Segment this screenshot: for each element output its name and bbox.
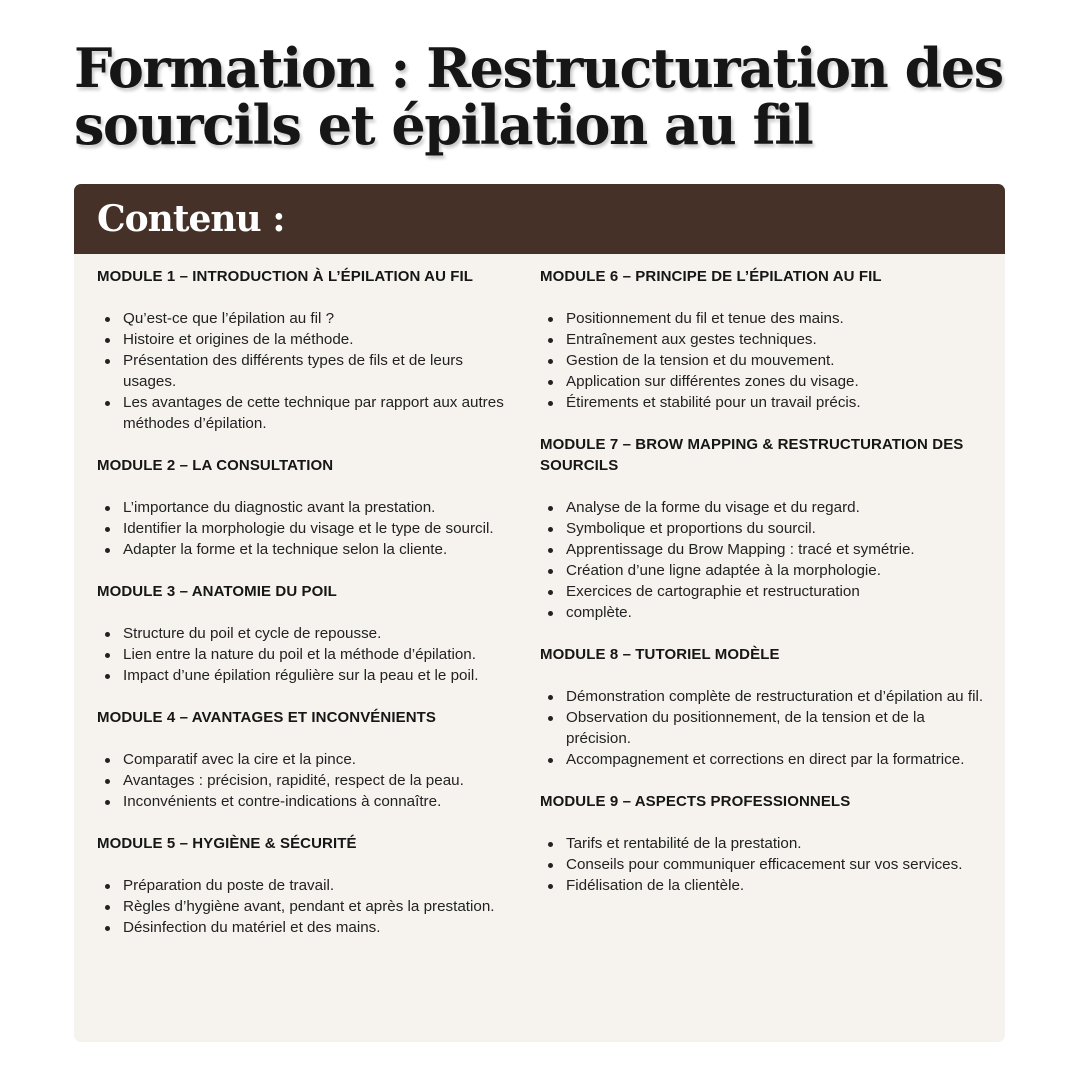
module-item-list bbox=[540, 308, 990, 413]
content-header bbox=[74, 184, 1005, 254]
module-list-item: Avantages : précision, rapidité, respect de la peau. bbox=[97, 770, 519, 791]
content-card bbox=[74, 184, 1005, 1042]
module-block bbox=[97, 455, 519, 560]
module-item-list bbox=[540, 497, 990, 623]
module-block bbox=[540, 791, 990, 896]
module-block bbox=[97, 266, 519, 434]
module-item-list bbox=[97, 497, 519, 560]
module-block bbox=[540, 266, 990, 413]
module-block bbox=[540, 644, 990, 770]
module-list-item: Symbolique et proportions du sourcil. bbox=[540, 518, 990, 539]
module-list-item: Fidélisation de la clientèle. bbox=[540, 875, 990, 896]
right-module-column bbox=[540, 266, 990, 917]
module-list-item: Impact d’une épilation régulière sur la peau et le poil. bbox=[97, 665, 519, 686]
module-title: MODULE 3 – ANATOMIE DU POIL bbox=[97, 583, 337, 600]
module-list-item: Démonstration complète de restructuration et d’épilation au fil. bbox=[540, 686, 990, 707]
module-list-item: L’importance du diagnostic avant la prestation. bbox=[97, 497, 519, 518]
module-block bbox=[97, 581, 519, 686]
module-title: MODULE 1 – INTRODUCTION À L’ÉPILATION AU FIL bbox=[97, 268, 474, 285]
module-list-item: Gestion de la tension et du mouvement. bbox=[540, 350, 990, 371]
module-item-list bbox=[97, 308, 519, 434]
module-list-item: Identifier la morphologie du visage et le type de sourcil. bbox=[97, 518, 519, 539]
module-block bbox=[540, 434, 990, 623]
module-list-item: Inconvénients et contre-indications à connaître. bbox=[97, 791, 519, 812]
module-item-list bbox=[97, 875, 519, 938]
module-item-list bbox=[97, 749, 519, 812]
module-list-item: Les avantages de cette technique par rapport aux autres méthodes d’épilation. bbox=[97, 392, 519, 434]
module-list-item: Analyse de la forme du visage et du regard. bbox=[540, 497, 990, 518]
module-list-item: Positionnement du fil et tenue des mains. bbox=[540, 308, 990, 329]
module-title: MODULE 4 – AVANTAGES ET INCONVÉNIENTS bbox=[97, 709, 437, 726]
module-title: MODULE 8 – TUTORIEL MODÈLE bbox=[540, 646, 780, 663]
module-item-list bbox=[540, 833, 990, 896]
module-item-list bbox=[97, 623, 519, 686]
module-title: MODULE 5 – HYGIÈNE & SÉCURITÉ bbox=[97, 835, 357, 852]
module-list-item: Comparatif avec la cire et la pince. bbox=[97, 749, 519, 770]
module-list-item: Adapter la forme et la technique selon la cliente. bbox=[97, 539, 519, 560]
module-list-item: Histoire et origines de la méthode. bbox=[97, 329, 519, 350]
section-heading: Contenu : bbox=[97, 198, 285, 240]
module-title: MODULE 2 – LA CONSULTATION bbox=[97, 457, 334, 474]
module-list-item: Tarifs et rentabilité de la prestation. bbox=[540, 833, 990, 854]
module-list-item: Conseils pour communiquer efficacement sur vos services. bbox=[540, 854, 990, 875]
left-module-column bbox=[97, 266, 519, 959]
module-list-item: Apprentissage du Brow Mapping : tracé et symétrie. bbox=[540, 539, 990, 560]
module-list-item: Exercices de cartographie et restructuration bbox=[540, 581, 990, 602]
module-title: MODULE 6 – PRINCIPE DE L’ÉPILATION AU FIL bbox=[540, 268, 882, 285]
module-item-list bbox=[540, 686, 990, 770]
module-list-item: Désinfection du matériel et des mains. bbox=[97, 917, 519, 938]
module-list-item: Accompagnement et corrections en direct par la formatrice. bbox=[540, 749, 990, 770]
module-list-item: Présentation des différents types de fils et de leurs usages. bbox=[97, 350, 519, 392]
module-list-item: Entraînement aux gestes techniques. bbox=[540, 329, 990, 350]
module-title: MODULE 7 – BROW MAPPING & RESTRUCTURATION DES SOURCILS bbox=[540, 436, 964, 474]
module-list-item: Préparation du poste de travail. bbox=[97, 875, 519, 896]
module-title: MODULE 9 – ASPECTS PROFESSIONNELS bbox=[540, 793, 851, 810]
module-list-item: Règles d’hygiène avant, pendant et après la prestation. bbox=[97, 896, 519, 917]
module-list-item: Création d’une ligne adaptée à la morphologie. bbox=[540, 560, 990, 581]
module-list-item: Étirements et stabilité pour un travail précis. bbox=[540, 392, 990, 413]
module-block bbox=[97, 833, 519, 938]
page-title: Formation : Restructuration des sourcils et épilation au fil bbox=[74, 36, 1003, 157]
module-list-item: Observation du positionnement, de la tension et de la précision. bbox=[540, 707, 990, 749]
module-list-item: Application sur différentes zones du visage. bbox=[540, 371, 990, 392]
module-list-item: Lien entre la nature du poil et la méthode d’épilation. bbox=[97, 644, 519, 665]
module-list-item: Structure du poil et cycle de repousse. bbox=[97, 623, 519, 644]
module-block bbox=[97, 707, 519, 812]
module-list-item: complète. bbox=[540, 602, 990, 623]
module-list-item: Qu’est-ce que l’épilation au fil ? bbox=[97, 308, 519, 329]
